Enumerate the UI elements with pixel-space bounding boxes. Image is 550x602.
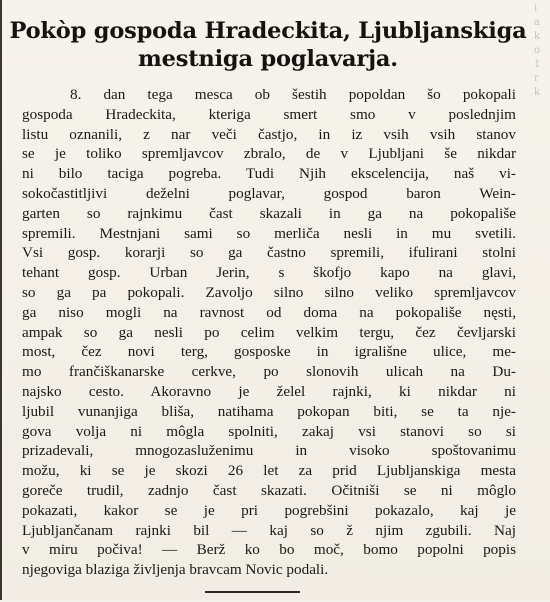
article-line: gova volja ni môgla spolniti, zakaj vsi stanovi so si <box>22 422 516 440</box>
article-line: spremili. Mestnjani sami so merliča nesli in mu svetili. <box>22 224 516 242</box>
article-line: ljubil vunanjiga bliša, natihama pokopan biti, se ta nje- <box>22 402 516 420</box>
article-line: ni bilo taciga pogreba. Tudi Njih ekscelencija, naš vi- <box>22 165 516 183</box>
article-line: možu, ki se je skozi 26 let za prid Ljubljanskiga mesta <box>22 462 516 480</box>
article-line: garten so rajnkimu čast skazali in ga na pokopališe <box>22 204 516 222</box>
article-line: ga niso mogli na ravnost od doma na pokopališe nęsti, <box>22 303 516 321</box>
article-line: goreče trudil, zadnjo čast skazati. Očitniši se ni môglo <box>22 481 516 499</box>
article-line: pokazati, kakor se je pri pogrebšini pokazalo, kaj je <box>22 501 516 519</box>
page-edge-rule <box>0 0 2 600</box>
article-line: ampak so ga nesli po celim velkim tergu, čez čevljarski <box>22 323 516 341</box>
article-line: so ga pa pokopali. Zavoljo silno silno veliko spremljavcov <box>22 283 516 301</box>
article-line: najsko cesto. Akoravno je želel rajnki, ki nikdar ni <box>22 382 516 400</box>
article-headline-line-1: Pokòp gospoda Hradeckita, Ljubljanskiga <box>9 18 527 44</box>
article-body <box>22 85 516 580</box>
article-line: most, čez novi terg, gosposke in igrališne ulice, me- <box>22 343 516 361</box>
adjacent-column-bleed: i a k o 1 r k <box>534 3 541 98</box>
article-line: sokočastitljivi deželni poglavar, gospod baron Wein- <box>22 184 516 202</box>
article-headline-line-2: mestniga poglavarja. <box>138 46 398 72</box>
article-line: tehant gosp. Urban Jerin, s škofjo kapo na glavi, <box>22 264 516 282</box>
article-line: Ljubljančanam rajnki bil — kaj so ž njim zgubili. Naj <box>22 521 516 539</box>
article-line: prizadevali, mnogozasluženimu in visoko spoštovanimu <box>22 442 516 460</box>
article-line: mo frančiškanarske cerkve, po slonovih ulicah na Du- <box>22 363 516 381</box>
article-line: Vsi gosp. korarji so ga častno spremili, ifulirani stolni <box>22 244 516 262</box>
article-line: 8. dan tega mesca ob šestih popoldan šo pokopali <box>70 86 516 103</box>
article-line: v miru počiva! — Berž ko bo moč, bomo popolni popis <box>22 541 516 559</box>
article-line: se je toliko spremljavcov zbralo, de v Ljubljani še nikdar <box>22 145 516 163</box>
article-line: njegoviga blaziga življenja bravcam Novic podali. <box>22 561 329 579</box>
article-line: listu oznanili, z nar veči častjo, in iz vsih vsih stanov <box>22 125 516 143</box>
section-divider <box>205 591 300 593</box>
article-line: gospoda Hradeckita, kteriga smert smo v poslednjim <box>22 105 516 123</box>
